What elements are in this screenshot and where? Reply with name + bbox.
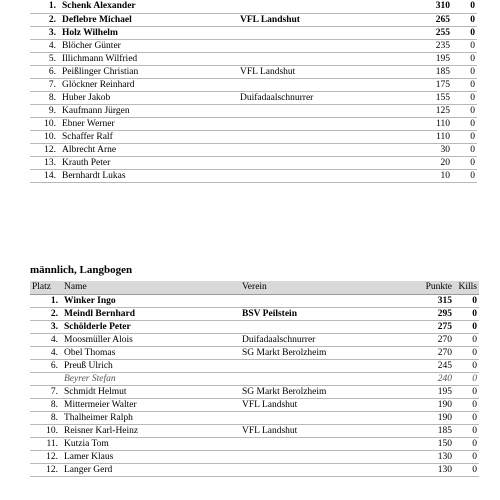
cell-name: Kutzia Tom [62, 437, 242, 450]
cell-punkte: 155 [400, 91, 450, 104]
cell-punkte: 295 [402, 307, 452, 320]
cell-platz: 10. [30, 424, 62, 437]
cell-punkte: 195 [400, 52, 450, 65]
cell-punkte: 150 [402, 437, 452, 450]
cell-name: Lamer Klaus [62, 450, 242, 463]
cell-verein [242, 294, 402, 307]
cell-kills: 0 [452, 450, 479, 463]
cell-punkte: 130 [402, 463, 452, 476]
table-row [30, 450, 479, 463]
cell-verein [240, 78, 400, 91]
cell-name: Schmidt Helmut [62, 385, 242, 398]
cell-verein [240, 52, 400, 65]
cell-punkte: 235 [400, 39, 450, 52]
cell-verein: SG Markt Berolzheim [242, 346, 402, 359]
cell-name: Krauth Peter [60, 156, 240, 169]
cell-platz: 8. [30, 411, 62, 424]
table-row [30, 39, 477, 52]
table-row [30, 437, 479, 450]
cell-name: Obel Thomas [62, 346, 242, 359]
cell-kills: 0 [452, 385, 479, 398]
cell-kills: 0 [450, 65, 477, 78]
table-row [30, 359, 479, 372]
cell-kills: 0 [452, 424, 479, 437]
cell-name: Moosmüller Alois [62, 333, 242, 346]
cell-kills: 0 [450, 169, 477, 182]
cell-verein [242, 359, 402, 372]
table-row [30, 320, 479, 333]
cell-platz: 10. [30, 130, 60, 143]
table-row [30, 385, 479, 398]
cell-name: Schaffer Ralf [60, 130, 240, 143]
cell-punkte: 190 [402, 411, 452, 424]
cell-punkte: 255 [400, 26, 450, 39]
header-kills: Kills [452, 281, 479, 294]
cell-name: Holz Wilhelm [60, 26, 240, 39]
cell-kills: 0 [450, 13, 477, 26]
cell-name: Winker Ingo [62, 294, 242, 307]
table-row [30, 117, 477, 130]
cell-punkte: 190 [402, 398, 452, 411]
results-table-langbogen [30, 281, 479, 477]
cell-platz: 8. [30, 398, 62, 411]
table-row [30, 398, 479, 411]
table-row [30, 52, 477, 65]
table-row [30, 346, 479, 359]
cell-punkte: 195 [402, 385, 452, 398]
cell-kills: 0 [450, 78, 477, 91]
cell-verein [242, 463, 402, 476]
cell-platz: 10. [30, 117, 60, 130]
cell-kills: 0 [450, 39, 477, 52]
cell-verein [242, 372, 402, 385]
cell-kills: 0 [452, 437, 479, 450]
cell-kills: 0 [450, 117, 477, 130]
results-table-previous-body [30, 0, 477, 182]
cell-punkte: 110 [400, 117, 450, 130]
cell-name: Meindl Bernhard [62, 307, 242, 320]
table-row [30, 26, 477, 39]
cell-kills: 0 [450, 91, 477, 104]
cell-name: Mittermeier Walter [62, 398, 242, 411]
cell-platz: 3. [30, 320, 62, 333]
cell-punkte: 110 [400, 130, 450, 143]
cell-name: Huber Jakob [60, 91, 240, 104]
cell-name: Blöcher Günter [60, 39, 240, 52]
cell-platz: 8. [30, 91, 60, 104]
header-punkte: Punkte [402, 281, 452, 294]
cell-name: Langer Gerd [62, 463, 242, 476]
cell-kills: 0 [450, 26, 477, 39]
cell-punkte: 265 [400, 13, 450, 26]
table-row [30, 156, 477, 169]
table-row [30, 169, 477, 182]
cell-kills: 0 [452, 307, 479, 320]
cell-name: Kaufmann Jürgen [60, 104, 240, 117]
cell-name: Glöckner Reinhard [60, 78, 240, 91]
cell-punkte: 245 [402, 359, 452, 372]
cell-punkte: 10 [400, 169, 450, 182]
cell-punkte: 310 [400, 0, 450, 13]
cell-platz: 9. [30, 104, 60, 117]
cell-punkte: 315 [402, 294, 452, 307]
table-row [30, 143, 477, 156]
cell-verein [242, 450, 402, 463]
cell-punkte: 240 [402, 372, 452, 385]
cell-kills: 0 [450, 52, 477, 65]
cell-verein [240, 104, 400, 117]
cell-platz: 11. [30, 437, 62, 450]
cell-verein: VFL Landshut [240, 13, 400, 26]
cell-verein: SG Markt Berolzheim [242, 385, 402, 398]
table-header-row [30, 281, 479, 294]
cell-platz: 2. [30, 13, 60, 26]
cell-kills: 0 [452, 463, 479, 476]
table-row [30, 294, 479, 307]
cell-name: Reisner Karl-Heinz [62, 424, 242, 437]
cell-kills: 0 [452, 320, 479, 333]
cell-punkte: 125 [400, 104, 450, 117]
cell-punkte: 30 [400, 143, 450, 156]
cell-name: Ebner Werner [60, 117, 240, 130]
cell-platz: 14. [30, 169, 60, 182]
cell-name: Bernhardt Lukas [60, 169, 240, 182]
cell-verein [242, 437, 402, 450]
cell-platz: 5. [30, 52, 60, 65]
cell-kills: 0 [450, 0, 477, 13]
cell-kills: 0 [450, 104, 477, 117]
header-verein: Verein [242, 281, 402, 294]
cell-verein [240, 0, 400, 13]
cell-verein [240, 117, 400, 130]
cell-punkte: 185 [402, 424, 452, 437]
cell-kills: 0 [452, 333, 479, 346]
cell-kills: 0 [452, 346, 479, 359]
cell-platz [30, 372, 62, 385]
cell-kills: 0 [450, 156, 477, 169]
results-table-langbogen-body [30, 294, 479, 476]
cell-punkte: 185 [400, 65, 450, 78]
cell-punkte: 130 [402, 450, 452, 463]
cell-platz: 12. [30, 450, 62, 463]
cell-platz: 13. [30, 156, 60, 169]
table-row [30, 130, 477, 143]
cell-name: Illichmann Wilfried [60, 52, 240, 65]
cell-verein: VFL Landshut [240, 65, 400, 78]
cell-verein [240, 156, 400, 169]
table-row [30, 372, 479, 385]
header-name: Name [62, 281, 242, 294]
cell-kills: 0 [450, 130, 477, 143]
table-row [30, 411, 479, 424]
cell-verein [242, 320, 402, 333]
cell-verein: BSV Peilstein [242, 307, 402, 320]
table-row [30, 104, 477, 117]
table-row [30, 307, 479, 320]
table-row [30, 65, 477, 78]
cell-platz: 4. [30, 346, 62, 359]
cell-kills: 0 [452, 372, 479, 385]
section-title-maennlich-langbogen: männlich, Langbogen [30, 264, 133, 276]
cell-kills: 0 [452, 359, 479, 372]
cell-punkte: 175 [400, 78, 450, 91]
cell-platz: 3. [30, 26, 60, 39]
cell-name: Beyrer Stefan [62, 372, 242, 385]
cell-platz: 7. [30, 78, 60, 91]
cell-name: Schölderle Peter [62, 320, 242, 333]
cell-kills: 0 [450, 143, 477, 156]
cell-verein [242, 411, 402, 424]
cell-name: Deflebre Michael [60, 13, 240, 26]
cell-platz: 12. [30, 143, 60, 156]
cell-kills: 0 [452, 294, 479, 307]
table-row [30, 91, 477, 104]
cell-verein [240, 130, 400, 143]
cell-verein [240, 26, 400, 39]
header-platz: Platz [30, 281, 62, 294]
cell-punkte: 20 [400, 156, 450, 169]
cell-name: Thalheimer Ralph [62, 411, 242, 424]
cell-verein: VFL Landshut [242, 398, 402, 411]
cell-platz: 7. [30, 385, 62, 398]
cell-platz: 12. [30, 463, 62, 476]
cell-punkte: 275 [402, 320, 452, 333]
cell-platz: 1. [30, 0, 60, 13]
cell-platz: 1. [30, 294, 62, 307]
cell-verein: VFL Landshut [242, 424, 402, 437]
cell-platz: 6. [30, 359, 62, 372]
cell-name: Schenk Alexander [60, 0, 240, 13]
cell-platz: 4. [30, 333, 62, 346]
cell-name: Peißlinger Christian [60, 65, 240, 78]
cell-verein [240, 169, 400, 182]
cell-kills: 0 [452, 398, 479, 411]
table-row [30, 13, 477, 26]
cell-platz: 6. [30, 65, 60, 78]
cell-verein: Duifadaalschnurrer [240, 91, 400, 104]
cell-name: Albrecht Arne [60, 143, 240, 156]
cell-punkte: 270 [402, 333, 452, 346]
cell-verein: Duifadaalschnurrer [242, 333, 402, 346]
table-row [30, 424, 479, 437]
cell-platz: 2. [30, 307, 62, 320]
cell-verein [240, 143, 400, 156]
cell-punkte: 270 [402, 346, 452, 359]
table-row [30, 0, 477, 13]
results-table-previous [30, 0, 477, 183]
table-row [30, 463, 479, 476]
table-row [30, 333, 479, 346]
cell-platz: 4. [30, 39, 60, 52]
cell-verein [240, 39, 400, 52]
cell-kills: 0 [452, 411, 479, 424]
table-row [30, 78, 477, 91]
cell-name: Preuß Ulrich [62, 359, 242, 372]
